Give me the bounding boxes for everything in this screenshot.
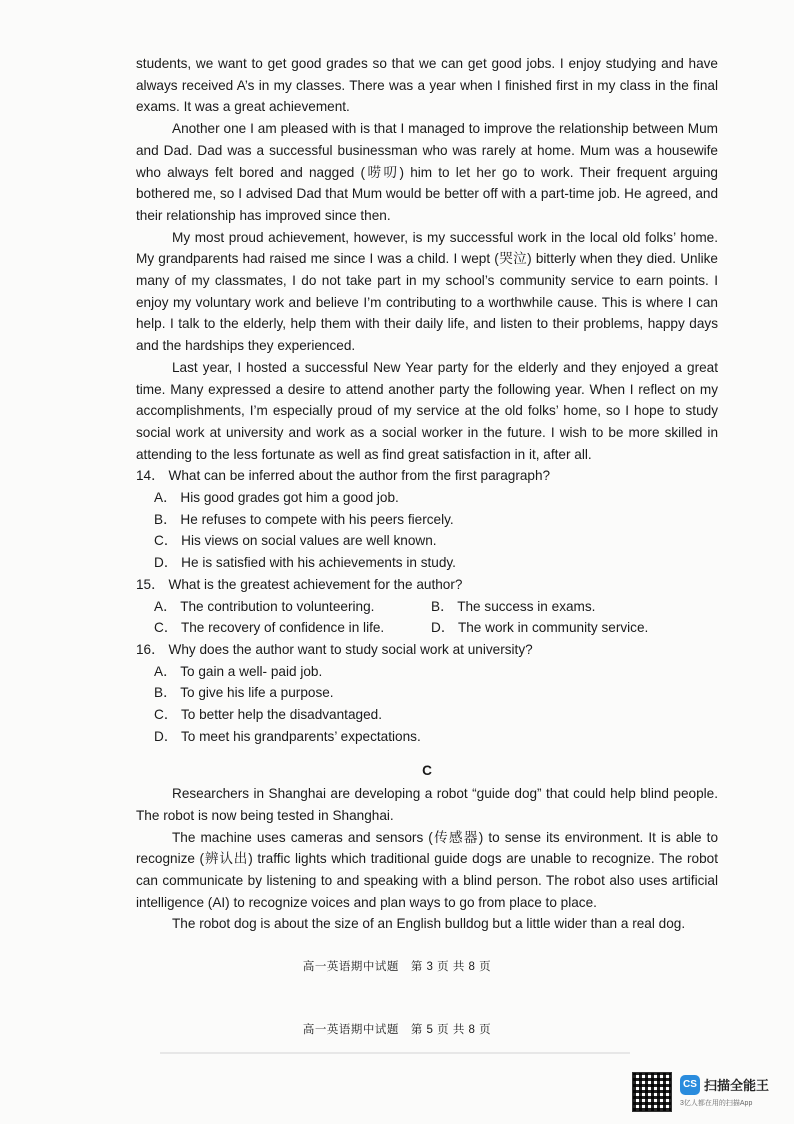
section-c-heading: C (422, 762, 432, 778)
question-15-option-d: D． The work in community service. (431, 620, 649, 636)
passage-b-text (136, 53, 718, 935)
scanner-watermark (632, 1072, 782, 1112)
page-footer-primary: 高一英语期中试题 第 3 页 共 8 页 (302, 961, 492, 973)
scanner-tagline: 3亿人都在用的扫描App (680, 1100, 753, 1107)
question-14-option-c: C． His views on social values are well known. (154, 533, 437, 549)
passage-b-paragraph-4: Last year, I hosted a successful New Year party for the elderly and they enjoyed a great time. Many expressed a desire to attend another party the following year. When I reflect on my accomplishments, I’m especially proud of my service at the old folks’ home, so I hope to study social work at university and work as a social worker in the future. I wish to be more skilled in attending to the less fortunate as well as find great satisfaction in it, after all. (136, 359, 718, 462)
question-15-options-row-2 (154, 617, 718, 639)
question-14-option-a: A． His good grades got him a good job. (154, 490, 399, 506)
passage-b-paragraph-2: Another one I am pleased with is that I managed to improve the relationship between Mum and Dad. Dad was a successful businessman who was rarely at home. Mum was a housewife who always felt bored and nagged (唠叨) him to let her go to work. Their frequent arguing bothered me, so I advised Dad that Mum would be better off with a part-time job. He agreed, and their relationship has improved since then. (136, 121, 718, 223)
question-14-stem: 14． What can be inferred about the author from the first paragraph? (136, 468, 551, 484)
question-16-option-d: D． To meet his grandparents’ expectations. (154, 728, 421, 744)
question-15-option-c: C． The recovery of confidence in life. (154, 620, 385, 636)
question-14-option-d: D． He is satisfied with his achievements in study. (154, 555, 456, 571)
scan-shadow-divider (160, 1052, 630, 1054)
question-16-option-c: C． To better help the disadvantaged. (154, 707, 382, 723)
question-16-option-a: A． To gain a well- paid job. (154, 663, 323, 679)
question-16-stem: 16． Why does the author want to study social work at university? (136, 641, 533, 657)
camscanner-logo-icon: CS (680, 1075, 700, 1095)
passage-c-paragraph-1: Researchers in Shanghai are developing a robot “guide dog” that could help blind people. The robot is now being tested in Shanghai. (136, 786, 718, 823)
page-footer-secondary: 高一英语期中试题 第 5 页 共 8 页 (302, 1024, 492, 1036)
question-15-options-row-1 (154, 596, 718, 618)
question-15-option-a: A． The contribution to volunteering. (154, 598, 375, 614)
question-15-stem: 15． What is the greatest achievement for the author? (136, 576, 463, 592)
passage-b-paragraph-1: students, we want to get good grades so that we can get good jobs. I enjoy studying and have always received A’s in my classes. There was a year when I finished first in my class in the final exams. It was a great achievement. (136, 56, 718, 115)
qr-code-icon (632, 1072, 672, 1112)
passage-c-paragraph-3: The robot dog is about the size of an English bulldog but a little wider than a real dog. (172, 916, 686, 932)
question-15-option-b: B． The success in exams. (431, 598, 596, 614)
question-16-option-b: B． To give his life a purpose. (154, 685, 334, 701)
question-14-option-b: B． He refuses to compete with his peers fiercely. (154, 511, 454, 527)
scanner-app-name: 扫描全能王 (704, 1078, 770, 1093)
passage-c-paragraph-2: The machine uses cameras and sensors (传感器) to sense its environment. It is able to recognize (辨认出) traffic lights which traditional guide dogs are unable to recognize. The robot can communicate by listening to and speaking with a blind person. The robot also uses artificial intelligence (AI) to recognize voices and plan ways to go from place to place. (136, 829, 718, 910)
passage-b-paragraph-3: My most proud achievement, however, is my successful work in the local old folks’ home. My grandparents had raised me since I was a child. I wept (哭泣) bitterly when they died. Unlike many of my classmates, I do not take part in my school’s community service to earn points. I enjoy my voluntary work and believe I’m contributing to a worthwhile cause. This is where I can help. I talk to the elderly, help them with their daily life, and listen to their problems, happy days and the hardships they experienced. (136, 229, 718, 354)
